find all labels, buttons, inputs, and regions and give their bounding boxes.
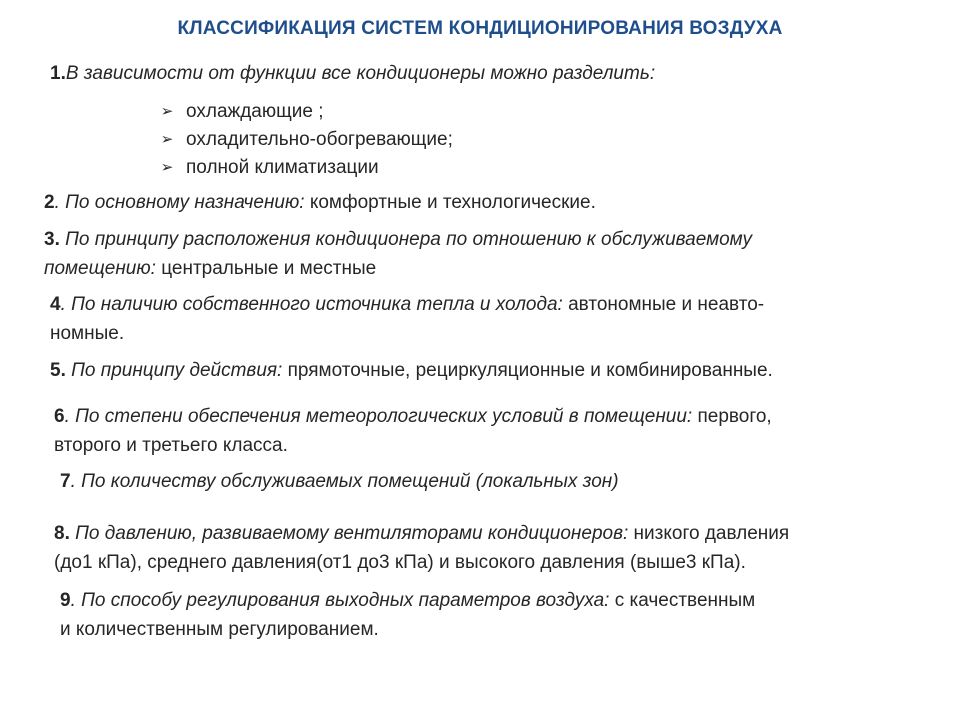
bullet-text: охладительно-обогревающие; — [186, 129, 453, 150]
chevron-right-icon: ➢ — [160, 131, 174, 148]
item-6-text-line1: первого, — [692, 406, 772, 427]
item-1-number: 1. — [50, 63, 66, 84]
item-4-lead: . По наличию собственного источника тепла и холода: — [60, 294, 563, 315]
item-7-lead: . По количеству обслуживаемых помещений (локальных зон) — [70, 471, 619, 492]
page-title: КЛАССИФИКАЦИЯ СИСТЕМ КОНДИЦИОНИРОВАНИЯ ВОЗДУХА — [177, 18, 783, 39]
item-1-bullet-list — [158, 98, 453, 182]
item-3-number: 3. — [44, 229, 60, 250]
item-9-number: 9 — [60, 590, 71, 611]
item-6-text-line2: второго и третьего класса. — [54, 435, 288, 456]
item-1-lead: В зависимости от функции все кондиционеры можно разделить: — [65, 63, 656, 84]
item-6-number: 6 — [54, 406, 65, 427]
item-9-text-line1: с качественным — [609, 590, 756, 611]
item-5-lead: По принципу действия: — [65, 360, 283, 381]
item-9 — [60, 586, 755, 644]
item-8-text-line2: (до1 кПа), среднего давления(от1 до3 кПа) и высокого давления (выше3 кПа). — [54, 552, 746, 573]
item-7 — [60, 467, 619, 496]
item-3-lead-line2: помещению: — [44, 258, 156, 279]
item-9-text-line2: и количественным регулированием. — [60, 619, 379, 640]
item-8-number: 8. — [54, 523, 70, 544]
item-9-lead: . По способу регулирования выходных параметров воздуха: — [70, 590, 610, 611]
item-1 — [50, 59, 655, 88]
chevron-right-icon: ➢ — [160, 103, 174, 120]
item-3-lead-line1: По принципу расположения кондиционера по отношению к обслуживаемому — [59, 229, 752, 250]
item-2-number: 2 — [44, 192, 55, 213]
list-item — [158, 98, 453, 126]
item-3-text: центральные и местные — [155, 258, 377, 279]
item-2 — [44, 188, 596, 217]
list-item — [158, 154, 453, 182]
item-6-lead: . По степени обеспечения метеорологических условий в помещении: — [64, 406, 693, 427]
item-6 — [54, 402, 772, 460]
item-8 — [54, 519, 789, 577]
bullet-text: полной климатизации — [186, 157, 379, 178]
item-3 — [44, 225, 752, 283]
item-5-text: прямоточные, рециркуляционные и комбинированные. — [282, 360, 773, 381]
list-item — [158, 126, 453, 154]
item-7-number: 7 — [60, 471, 71, 492]
item-8-lead: По давлению, развиваемому вентиляторами кондиционеров: — [69, 523, 629, 544]
item-4-text-line1: автономные и неавто- — [562, 294, 765, 315]
chevron-right-icon: ➢ — [160, 159, 174, 176]
item-2-text: комфортные и технологические. — [304, 192, 596, 213]
item-4 — [50, 290, 764, 348]
bullet-text: охлаждающие ; — [186, 101, 324, 122]
item-5-number: 5. — [50, 360, 66, 381]
item-8-text-line1: низкого давления — [628, 523, 790, 544]
item-2-lead: . По основному назначению: — [54, 192, 305, 213]
item-4-number: 4 — [50, 294, 61, 315]
item-5 — [50, 356, 773, 385]
item-4-text-line2: номные. — [50, 323, 125, 344]
